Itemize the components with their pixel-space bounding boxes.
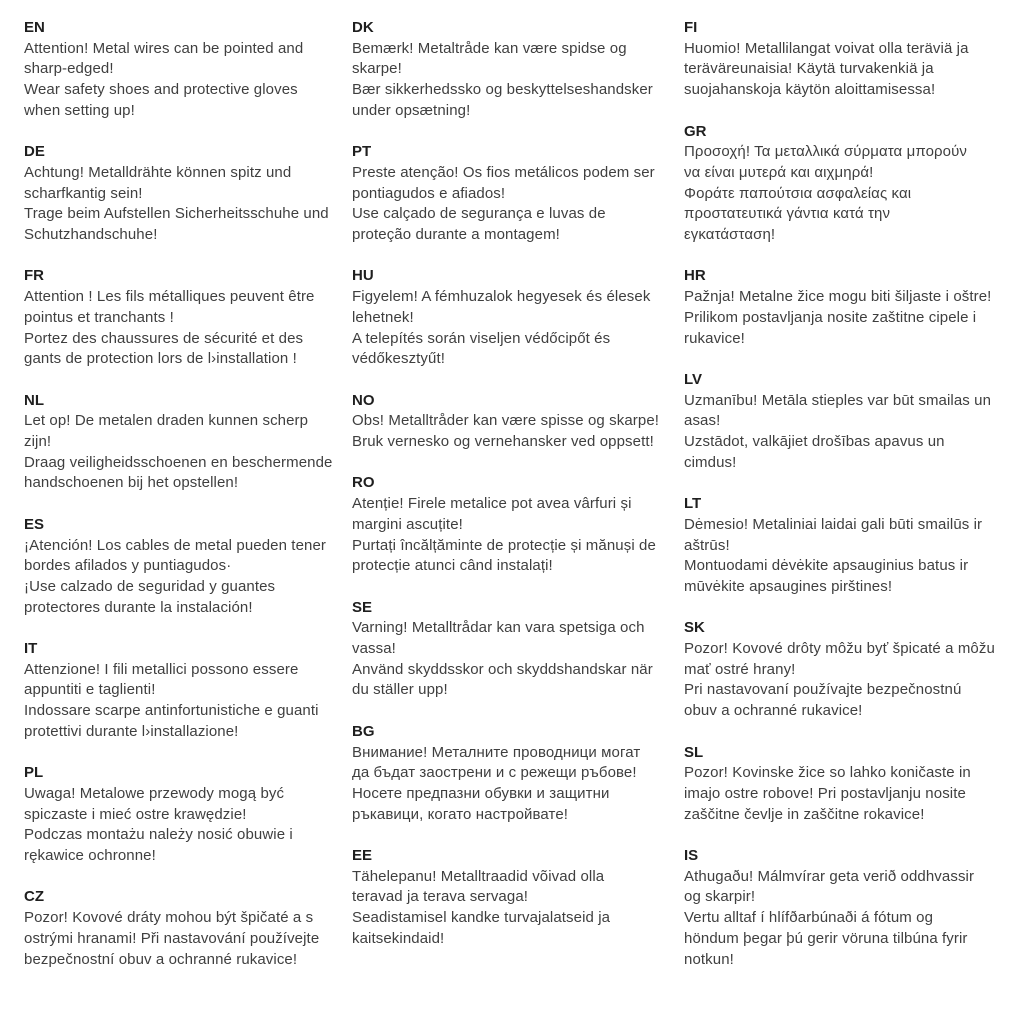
section-gr bbox=[684, 122, 1004, 246]
warning-line: under opsætning! bbox=[352, 101, 471, 119]
warning-line: Attention ! Les fils métalliques peuvent être bbox=[24, 288, 315, 306]
warning-line: teravad ja terava servaga! bbox=[352, 888, 529, 906]
warning-line: margini ascuțite! bbox=[352, 515, 463, 533]
language-code-hr: HR bbox=[684, 267, 706, 285]
warning-line: Preste atenção! Os fios metálicos podem ser bbox=[352, 163, 655, 181]
section-fi bbox=[684, 18, 1004, 101]
section-pl bbox=[24, 763, 344, 867]
column-3 bbox=[684, 18, 1004, 991]
warning-line: ostrými hranami! Při nastavování používejte bbox=[24, 929, 320, 947]
warning-line: pointus et tranchants ! bbox=[24, 308, 174, 326]
warning-line: προστατευτικά γάντια κατά την bbox=[684, 205, 891, 223]
warning-line: gants de protection lors de l›installation ! bbox=[24, 350, 297, 368]
warning-line: Indossare scarpe antinfortunistiche e guanti bbox=[24, 702, 319, 720]
warning-line: protecție atunci când instalați! bbox=[352, 557, 553, 575]
warning-line: Huomio! Metallilangat voivat olla teräviä ja bbox=[684, 39, 969, 57]
section-sl bbox=[684, 743, 1004, 826]
warning-line: proteção durante a montagem! bbox=[352, 226, 560, 244]
section-is bbox=[684, 846, 1004, 970]
language-code-lv: LV bbox=[684, 370, 703, 388]
warning-line: cimdus! bbox=[684, 453, 737, 471]
warning-line: höndum þegar þú gerir vöruna tilbúna fyrir bbox=[684, 929, 968, 947]
warning-line: Atenție! Firele metalice pot avea vârfuri și bbox=[352, 495, 632, 513]
warning-line: Attenzione! I fili metallici possono essere bbox=[24, 660, 299, 678]
language-code-nl: NL bbox=[24, 391, 44, 409]
warning-line: protectores durante la instalación! bbox=[24, 598, 253, 616]
section-hr bbox=[684, 266, 1004, 349]
warning-line: Montuodami dėvėkite apsauginius batus ir bbox=[684, 557, 969, 575]
warning-line: Dėmesio! Metaliniai laidai gali būti smailūs ir bbox=[684, 515, 983, 533]
warning-line: rukavice! bbox=[684, 329, 745, 347]
warning-line: protettivi durante l›installazione! bbox=[24, 722, 239, 740]
language-code-it: IT bbox=[24, 640, 38, 658]
warning-line: да бъдат заострени и с режещи ръбове! bbox=[352, 764, 637, 782]
warning-line: lehetnek! bbox=[352, 308, 414, 326]
warning-line: zijn! bbox=[24, 433, 52, 451]
warning-line: Pozor! Kovové dráty mohou být špičaté a s bbox=[24, 909, 314, 927]
warning-line: Trage beim Aufstellen Sicherheitsschuhe und bbox=[24, 205, 329, 223]
warning-line: Use calçado de segurança e luvas de bbox=[352, 205, 606, 223]
warning-line: Attention! Metal wires can be pointed and bbox=[24, 39, 304, 57]
language-code-fi: FI bbox=[684, 19, 698, 36]
warning-line: ¡Atención! Los cables de metal pueden tener bbox=[24, 536, 326, 554]
warning-line: ръкавици, когато настройвате! bbox=[352, 805, 569, 823]
language-code-lt: LT bbox=[684, 495, 702, 513]
language-code-de: DE bbox=[24, 143, 45, 161]
section-fr bbox=[24, 266, 344, 370]
warning-line: rękawice ochronne! bbox=[24, 847, 156, 865]
column-1 bbox=[24, 18, 344, 991]
section-es bbox=[24, 515, 344, 619]
warning-line: Bær sikkerhedssko og beskyttelseshandsker bbox=[352, 81, 653, 99]
warning-line: Pri nastavovaní používajte bezpečnostnú bbox=[684, 681, 962, 699]
section-sk bbox=[684, 618, 1004, 722]
warning-line: Let op! De metalen draden kunnen scherp bbox=[24, 412, 309, 430]
warning-line: Uzstādot, valkājiet drošības apavus un bbox=[684, 433, 945, 451]
language-code-dk: DK bbox=[352, 19, 374, 36]
warning-line: Vertu alltaf í hlífðarbúnaði á fótum og bbox=[684, 909, 934, 927]
warning-line: Bemærk! Metaltråde kan være spidse og bbox=[352, 39, 627, 57]
language-code-bg: BG bbox=[352, 722, 375, 740]
warning-line: Schutzhandschuhe! bbox=[24, 226, 158, 244]
warning-line: να είναι μυτερά και αιχμηρά! bbox=[684, 163, 874, 181]
warning-line: obuv a ochranné rukavice! bbox=[684, 702, 863, 720]
language-code-cz: CZ bbox=[24, 888, 44, 906]
warning-line: mať ostré hrany! bbox=[684, 660, 796, 678]
warning-line: εγκατάσταση! bbox=[684, 226, 776, 244]
column-2 bbox=[352, 18, 672, 970]
warning-line: Använd skyddsskor och skyddshandskar när bbox=[352, 660, 653, 678]
warning-line: Portez des chaussures de sécurité et des bbox=[24, 329, 304, 347]
warning-line: suojahanskoja käytön aloittamisessa! bbox=[684, 81, 936, 99]
warning-line: when setting up! bbox=[24, 101, 135, 119]
warning-line: Bruk vernesko og vernehansker ved oppsett! bbox=[352, 433, 654, 451]
warning-line: Figyelem! A fémhuzalok hegyesek és élesek bbox=[352, 288, 651, 306]
warning-line: Φοράτε παπούτσια ασφαλείας και bbox=[684, 184, 912, 202]
warning-line: Purtați încălțăminte de protecție și mănuși de bbox=[352, 536, 656, 554]
warning-line: Athugaðu! Málmvírar geta verið oddhvassir bbox=[684, 867, 975, 885]
language-code-sk: SK bbox=[684, 619, 705, 637]
warning-line: mūvėkite apsaugines pirštines! bbox=[684, 577, 893, 595]
warning-line: Achtung! Metalldrähte können spitz und bbox=[24, 163, 292, 181]
language-code-fr: FR bbox=[24, 267, 44, 285]
warning-line: scharfkantig sein! bbox=[24, 184, 143, 202]
language-code-ro: RO bbox=[352, 474, 375, 492]
warning-line: Prilikom postavljanja nosite zaštitne cipele i bbox=[684, 308, 977, 326]
warning-line: du ställer upp! bbox=[352, 681, 448, 699]
warning-line: védőkesztyűt! bbox=[352, 350, 446, 368]
warning-line: Draag veiligheidsschoenen en beschermende bbox=[24, 453, 333, 471]
section-bg bbox=[352, 722, 672, 826]
language-code-es: ES bbox=[24, 515, 45, 533]
section-se bbox=[352, 598, 672, 702]
warning-line: Uzmanību! Metāla stieples var būt smailas un bbox=[684, 391, 992, 409]
warning-line: Pozor! Kovinske žice so lahko koničaste in bbox=[684, 764, 971, 782]
language-code-no: NO bbox=[352, 391, 375, 409]
section-hu bbox=[352, 266, 672, 370]
language-code-is: IS bbox=[684, 847, 699, 865]
language-code-pl: PL bbox=[24, 764, 44, 782]
warning-line: Προσοχή! Τα μεταλλικά σύρματα μπορούν bbox=[684, 143, 968, 161]
warning-line: ¡Use calzado de seguridad y guantes bbox=[24, 577, 276, 595]
section-ro bbox=[352, 473, 672, 577]
section-no bbox=[352, 391, 672, 453]
section-ee bbox=[352, 846, 672, 950]
warning-line: notkun! bbox=[684, 950, 734, 968]
warning-line: appuntiti e taglienti! bbox=[24, 681, 156, 699]
section-de bbox=[24, 142, 344, 246]
warning-line: og skarpir! bbox=[684, 888, 756, 906]
section-lt bbox=[684, 494, 1004, 598]
section-it bbox=[24, 639, 344, 743]
section-nl bbox=[24, 391, 344, 495]
warning-line: imajo ostre robove! Pri postavljanju nosite bbox=[684, 784, 966, 802]
warning-line: skarpe! bbox=[352, 60, 402, 78]
warning-line: Pažnja! Metalne žice mogu biti šiljaste i oštre! bbox=[684, 288, 992, 306]
language-code-en: EN bbox=[24, 19, 45, 36]
warning-line: asas! bbox=[684, 412, 721, 430]
warning-line: pontiagudos e afiados! bbox=[352, 184, 506, 202]
section-cz bbox=[24, 887, 344, 970]
language-code-hu: HU bbox=[352, 267, 374, 285]
section-dk bbox=[352, 18, 672, 122]
section-en bbox=[24, 18, 344, 122]
warning-line: teräväreunaisia! Käytä turvakenkiä ja bbox=[684, 60, 934, 78]
warning-line: Seadistamisel kandke turvajalatseid ja bbox=[352, 909, 611, 927]
section-lv bbox=[684, 370, 1004, 474]
warning-line: Obs! Metalltråder kan være spisse og skarpe! bbox=[352, 412, 660, 430]
warning-line: Pozor! Kovové drôty môžu byť špicaté a môžu bbox=[684, 640, 995, 658]
warning-line: Uwaga! Metalowe przewody mogą być bbox=[24, 784, 285, 802]
warning-line: bezpečnostní obuv a ochranné rukavice! bbox=[24, 950, 298, 968]
warning-line: Wear safety shoes and protective gloves bbox=[24, 81, 298, 99]
warning-line: Tähelepanu! Metalltraadid võivad olla bbox=[352, 867, 605, 885]
warning-line: kaitsekindaid! bbox=[352, 929, 445, 947]
language-code-ee: EE bbox=[352, 847, 373, 865]
warning-line: Внимание! Металните проводници могат bbox=[352, 743, 641, 761]
warning-line: zaščitne čevlje in zaščitne rokavice! bbox=[684, 805, 925, 823]
language-code-sl: SL bbox=[684, 743, 704, 761]
language-code-gr: GR bbox=[684, 122, 707, 140]
warning-line: vassa! bbox=[352, 640, 396, 658]
warning-line: sharp-edged! bbox=[24, 60, 114, 78]
warning-line: spiczaste i mieć ostre krawędzie! bbox=[24, 805, 247, 823]
warning-line: aštrūs! bbox=[684, 536, 730, 554]
warning-line: bordes afilados y puntiagudos· bbox=[24, 557, 232, 575]
warning-line: A telepítés során viseljen védőcipőt és bbox=[352, 329, 611, 347]
section-pt bbox=[352, 142, 672, 246]
warning-line: Носете предпазни обувки и защитни bbox=[352, 784, 610, 802]
warning-line: Podczas montażu należy nosić obuwie i bbox=[24, 826, 293, 844]
warning-line: Varning! Metalltrådar kan vara spetsiga och bbox=[352, 619, 645, 637]
warning-line: handschoenen bij het opstellen! bbox=[24, 474, 239, 492]
language-code-pt: PT bbox=[352, 143, 372, 161]
language-code-se: SE bbox=[352, 598, 373, 616]
